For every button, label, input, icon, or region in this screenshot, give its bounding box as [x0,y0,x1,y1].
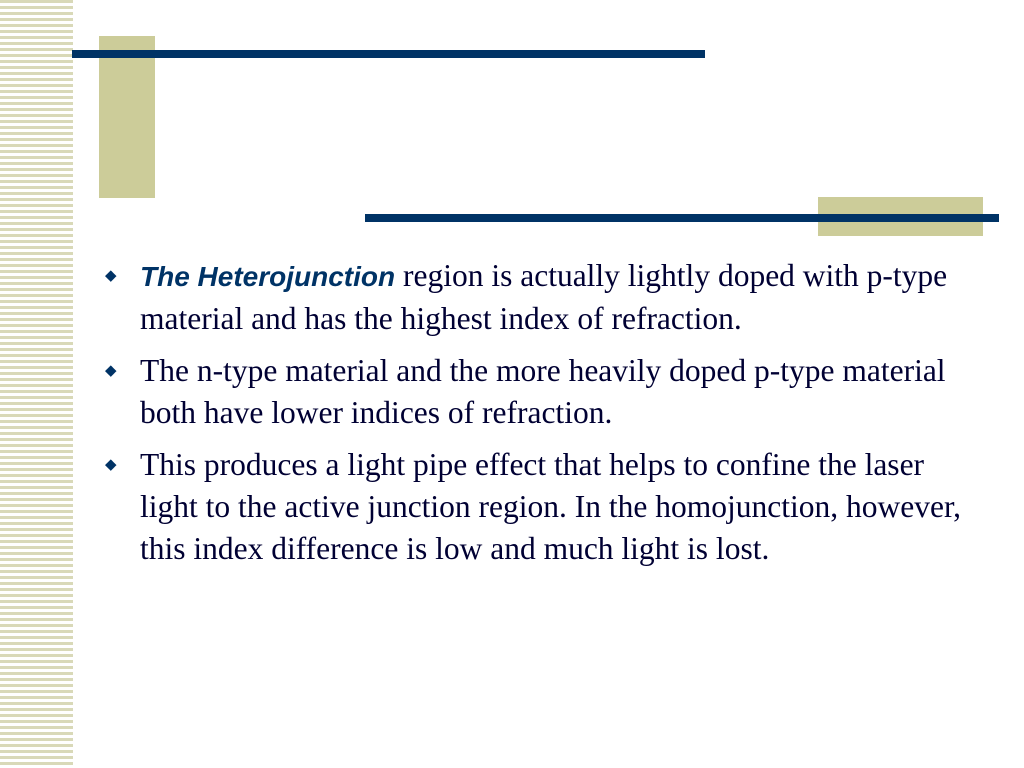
bullet-item-light-pipe [105,444,985,570]
bullet-item-n-type [105,350,985,434]
diamond-bullet-icon: ◆ [105,363,117,379]
bullet-list [105,255,985,580]
diamond-bullet-icon: ◆ [105,457,117,473]
decorative-tan-block-vertical [99,36,155,198]
bullet-item-heterojunction [105,255,985,340]
bullet-text: region is actually lightly doped with p-type material and has the highest index of refraction. [140,258,948,336]
bullet-text: This produces a light pipe effect that helps to confine the laser light to the active junction region. In the homojunction, however, this index difference is low and much light is lost. [140,447,962,566]
diamond-bullet-icon: ◆ [105,268,117,284]
bullet-term: The Heterojunction [140,261,396,292]
decorative-rule-top [72,50,705,58]
decorative-stripe-band [0,0,73,768]
decorative-rule-bottom [365,214,999,222]
bullet-text: The n-type material and the more heavily doped p-type material both have lower indices of refraction. [140,353,946,430]
